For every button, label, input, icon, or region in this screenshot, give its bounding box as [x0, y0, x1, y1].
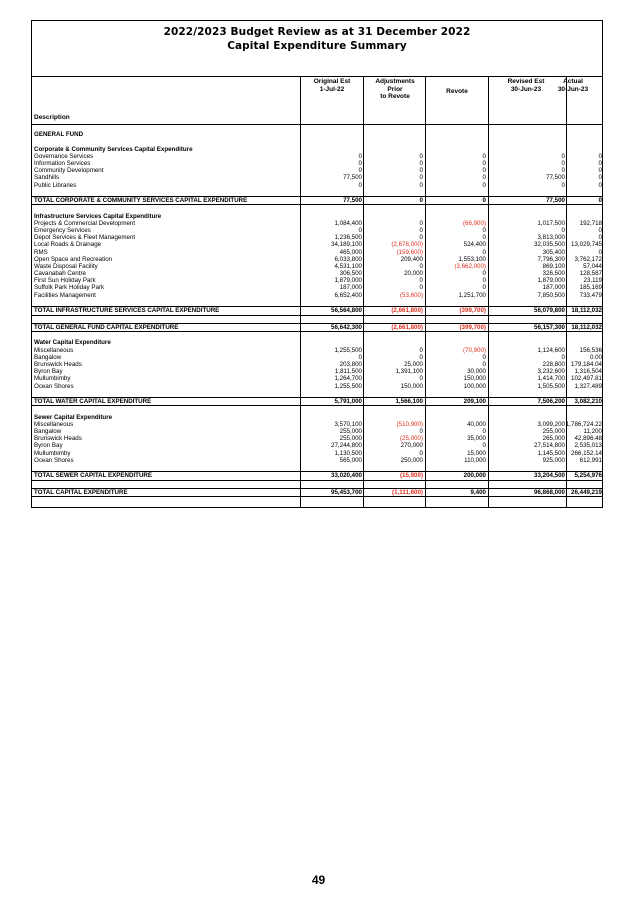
cell-value: 56,157,300	[534, 323, 565, 331]
cell-value: 0	[482, 226, 486, 234]
cell-value: 102,497.81	[571, 375, 602, 383]
row-description: TOTAL CORPORATE & COMMUNITY SERVICES CAPITAL EXPENDITURE	[34, 196, 248, 204]
spacer-row	[32, 299, 602, 306]
cell-value: 0	[482, 174, 486, 182]
cell-value: 0	[419, 284, 423, 292]
table-row	[32, 182, 602, 189]
cell-value: 5,791,000	[334, 397, 362, 405]
cell-value: 0	[598, 248, 602, 256]
cell-value: 1,017,500	[537, 219, 565, 227]
cell-value: 9,400	[470, 488, 486, 496]
table-row	[32, 277, 602, 284]
cell-value: 1,391,100	[395, 368, 423, 376]
cell-value: 128,587	[579, 270, 602, 278]
cell-value: 100,000	[463, 382, 486, 390]
cell-value: 305,400	[542, 248, 565, 256]
header-actual: Actual 30-Jun-23	[557, 78, 589, 93]
cell-value: 0	[419, 427, 423, 435]
cell-value: 0	[419, 219, 423, 227]
table-row	[32, 354, 602, 361]
row-description: Byron Bay	[34, 442, 63, 450]
table-body	[32, 124, 602, 497]
cell-value: 1,879,000	[537, 277, 565, 285]
cell-value: (25,000)	[399, 435, 423, 443]
row-description: Emergency Services	[34, 226, 91, 234]
cell-value: 77,500	[546, 174, 565, 182]
cell-value: 3,762,172	[574, 255, 602, 263]
cell-value: (66,900)	[462, 219, 486, 227]
cell-value: 56,079,800	[534, 307, 565, 314]
cell-value: 42,896.48	[574, 435, 602, 443]
cell-value: 2,535,013	[574, 442, 602, 450]
cell-value: 0	[598, 196, 602, 204]
row-description: Corporate & Community Services Capital Expenditure	[34, 145, 193, 153]
header-original-est: Original Est 1-Jul-22	[313, 78, 351, 93]
cell-value: (510,900)	[396, 420, 423, 428]
cell-value: 0	[482, 152, 486, 160]
cell-value: 20,000	[404, 270, 423, 278]
cell-value: 1,327,489	[574, 382, 602, 390]
table-row	[32, 284, 602, 291]
cell-value: 0	[358, 181, 362, 189]
cell-value: 250,000	[400, 456, 423, 464]
cell-value: 23,119	[583, 277, 602, 285]
spacer-row	[32, 138, 602, 145]
table-row	[32, 361, 602, 368]
cell-value: 0	[598, 181, 602, 189]
cell-value: 0	[482, 181, 486, 189]
cell-value: 1,236,500	[334, 234, 362, 242]
row-description: GENERAL FUND	[34, 131, 84, 139]
section-heading-row	[32, 339, 602, 346]
cell-value: 0	[598, 152, 602, 160]
table-row	[32, 442, 602, 449]
row-description: Miscellaneous	[34, 420, 74, 428]
row-description: Governance Services	[34, 152, 94, 160]
cell-value: 0	[419, 375, 423, 383]
cell-value: 25,000	[404, 360, 423, 368]
cell-value: 6,033,800	[334, 255, 362, 263]
section-heading-row	[32, 146, 602, 153]
cell-value: 18,112,032	[571, 323, 602, 331]
cell-value: 869,100	[542, 262, 565, 270]
row-description: TOTAL INFRASTRUCTURE SERVICES CAPITAL EXPENDITURE	[34, 307, 220, 314]
row-description: Miscellaneous	[34, 346, 74, 354]
cell-value: 0	[561, 353, 565, 361]
cell-value: 15,000	[467, 449, 486, 457]
cell-value: 0	[419, 277, 423, 285]
table-row	[32, 270, 602, 277]
cell-value: 26,449,219	[571, 488, 602, 496]
page-subtitle: Capital Expenditure Summary	[227, 40, 407, 52]
cell-value: (2,678,000)	[391, 241, 423, 249]
cell-value: 0	[482, 248, 486, 256]
cell-value: 110,000	[464, 456, 486, 464]
cell-value: 0	[419, 262, 423, 270]
cell-value: 1,255,500	[334, 346, 362, 354]
row-description: Cavanabah Centre	[34, 270, 86, 278]
cell-value: (15,900)	[399, 472, 423, 480]
cell-value: (3,662,000)	[454, 262, 486, 270]
total-row	[32, 397, 602, 407]
cell-value: 96,868,000	[534, 488, 565, 496]
cell-value: 150,000	[463, 375, 486, 383]
cell-value: 40,000	[467, 420, 486, 428]
cell-value: 1,879,000	[334, 277, 362, 285]
table-row	[32, 160, 602, 167]
cell-value: 209,100	[463, 397, 486, 405]
row-description: Waste Disposal Facility	[34, 262, 98, 270]
cell-value: 1,255,500	[334, 382, 362, 390]
cell-value: 0	[419, 196, 423, 204]
row-description: Brunswick Heads	[34, 360, 82, 368]
cell-value: 0	[482, 159, 486, 167]
header-rule	[32, 76, 602, 77]
table-row	[32, 347, 602, 354]
cell-value: 5,254,976	[574, 472, 602, 480]
table-row	[32, 241, 602, 248]
cell-value: 27,244,800	[331, 442, 362, 450]
title-block	[32, 25, 602, 53]
row-description: Community Development	[34, 167, 104, 175]
cell-value: 266,152.14	[571, 449, 602, 457]
cell-value: 0	[358, 159, 362, 167]
cell-value: 35,000	[467, 435, 486, 443]
cell-value: 0	[419, 346, 423, 354]
row-description: Water Capital Expenditure	[34, 339, 111, 347]
cell-value: 203,800	[339, 360, 362, 368]
cell-value: 270,000	[400, 442, 423, 450]
row-description: Local Roads & Drainage	[34, 241, 102, 249]
cell-value: 0	[358, 353, 362, 361]
cell-value: 56,642,300	[331, 323, 362, 331]
cell-value: 255,000	[339, 435, 362, 443]
spacer-row	[32, 464, 602, 471]
cell-value: 32,035,500	[534, 241, 565, 249]
spacer-row	[32, 332, 602, 339]
table-row	[32, 263, 602, 270]
cell-value: 733,479	[579, 291, 602, 299]
cell-value: 465,000	[339, 248, 362, 256]
cell-value: 6,652,400	[334, 291, 362, 299]
cell-value: 13,029,745	[571, 241, 602, 249]
spacer-row	[32, 189, 602, 196]
spacer-row	[32, 390, 602, 397]
cell-value: 1,566,100	[395, 397, 423, 405]
cell-value: 925,000	[542, 456, 565, 464]
section-heading-row	[32, 213, 602, 220]
table-row	[32, 153, 602, 160]
cell-value: 1,145,500	[537, 449, 565, 457]
cell-value: 0	[561, 152, 565, 160]
cell-value: 0	[419, 181, 423, 189]
cell-value: 265,000	[542, 435, 565, 443]
cell-value: 0	[419, 226, 423, 234]
cell-value: 3,570,100	[334, 420, 362, 428]
cell-value: 1,505,500	[537, 382, 565, 390]
cell-value: 306,500	[339, 270, 362, 278]
header-description: Description	[34, 114, 70, 121]
row-description: RMS	[34, 248, 48, 256]
row-description: Bangalow	[34, 427, 62, 435]
table-row	[32, 220, 602, 227]
cell-value: 4,531,100	[334, 262, 362, 270]
cell-value: 1,811,500	[334, 368, 362, 376]
cell-value: 33,204,500	[534, 472, 565, 480]
cell-value: (399,700)	[459, 323, 486, 331]
cell-value: (2,661,800)	[391, 307, 423, 314]
cell-value: 30,000	[467, 368, 486, 376]
section-heading-row	[32, 414, 602, 421]
row-description: Suffolk Park Holiday Park	[34, 284, 105, 292]
table-row	[32, 383, 602, 390]
table-row	[32, 428, 602, 435]
total-row	[32, 471, 602, 481]
cell-value: (70,900)	[462, 346, 486, 354]
cell-value: 0	[482, 353, 486, 361]
cell-value: 255,000	[339, 427, 362, 435]
cell-value: (159,600)	[396, 248, 423, 256]
cell-value: 185,169	[579, 284, 602, 292]
row-description: Bangalow	[34, 353, 62, 361]
cell-value: 7,796,300	[537, 255, 565, 263]
cell-value: 1,316,504	[574, 368, 602, 376]
cell-value: 565,000	[339, 456, 362, 464]
row-description: Facilities Management	[34, 291, 96, 299]
page-title: 2022/2023 Budget Review as at 31 December 2022	[163, 26, 471, 38]
row-description: Sandhills	[34, 174, 60, 182]
cell-value: 1,130,500	[334, 449, 362, 457]
table-row	[32, 457, 602, 464]
cell-value: 0	[561, 226, 565, 234]
cell-value: 0	[419, 152, 423, 160]
table-row	[32, 421, 602, 428]
cell-value: (399,700)	[459, 307, 486, 314]
cell-value: 0	[482, 196, 486, 204]
cell-value: 0	[598, 234, 602, 242]
cell-value: 0	[598, 226, 602, 234]
row-description: TOTAL WATER CAPITAL EXPENDITURE	[34, 397, 152, 405]
cell-value: 192,718	[579, 219, 602, 227]
cell-value: 77,500	[343, 196, 362, 204]
table-row	[32, 450, 602, 457]
cell-value: 209,400	[400, 255, 423, 263]
spacer-row	[32, 481, 602, 488]
row-description: Open Space and Recreation	[34, 255, 113, 263]
cell-value: 156,536	[579, 346, 602, 354]
cell-value: 1,414,700	[537, 375, 565, 383]
row-description: First Sun Holiday Park	[34, 277, 96, 285]
cell-value: 326,500	[542, 270, 565, 278]
total-row	[32, 306, 602, 316]
cell-value: 3,082,210	[574, 397, 602, 405]
budget-sheet	[31, 20, 603, 508]
cell-value: 0	[419, 449, 423, 457]
cell-value: 187,000	[542, 284, 565, 292]
cell-value: 187,000	[339, 284, 362, 292]
cell-value: 255,000	[542, 427, 565, 435]
cell-value: 0	[561, 167, 565, 175]
cell-value: 179,184.04	[571, 360, 602, 368]
cell-value: 0	[482, 360, 486, 368]
cell-value: 150,000	[400, 382, 423, 390]
cell-value: 0	[419, 174, 423, 182]
total-row	[32, 488, 602, 498]
cell-value: 0	[358, 226, 362, 234]
section-heading-row	[32, 131, 602, 138]
cell-value: 1,264,700	[334, 375, 362, 383]
cell-value: 95,453,700	[331, 488, 362, 496]
header-adjustments: Adjustments Prior to Revote	[375, 78, 415, 100]
cell-value: 0	[419, 353, 423, 361]
table-row	[32, 227, 602, 234]
table-row	[32, 375, 602, 382]
cell-value: 1,786,724.22	[565, 420, 602, 428]
row-description: Infrastructure Services Capital Expenditure	[34, 212, 162, 220]
cell-value: 7,850,500	[537, 291, 565, 299]
table-row	[32, 292, 602, 299]
cell-value: 11,200	[583, 427, 602, 435]
total-row	[32, 323, 602, 333]
cell-value: 3,232,600	[537, 368, 565, 376]
row-description: Information Services	[34, 159, 91, 167]
cell-value: 0	[561, 159, 565, 167]
row-description: Brunswick Heads	[34, 435, 82, 443]
cell-value: 228,800	[542, 360, 565, 368]
cell-value: 0	[358, 152, 362, 160]
row-description: Mullumbimby	[34, 449, 71, 457]
row-description: TOTAL SEWER CAPITAL EXPENDITURE	[34, 472, 153, 480]
header-revised-est: Revised Est 30-Jun-23	[507, 78, 545, 93]
cell-value: 1,251,700	[458, 291, 486, 299]
spacer-row	[32, 205, 602, 212]
total-row	[32, 196, 602, 206]
cell-value: 34,189,100	[331, 241, 362, 249]
cell-value: (2,661,800)	[391, 323, 423, 331]
row-description: Byron Bay	[34, 368, 63, 376]
cell-value: 0	[482, 167, 486, 175]
cell-value: 0	[482, 277, 486, 285]
cell-value: (53,600)	[399, 291, 423, 299]
cell-value: 0	[482, 427, 486, 435]
cell-value: 0	[598, 167, 602, 175]
cell-value: 200,000	[463, 472, 486, 480]
cell-value: 18,112,032	[571, 307, 602, 314]
header-revote: Revote	[446, 88, 468, 95]
cell-value: 3,099,200	[537, 420, 565, 428]
row-description: Public Libraries	[34, 181, 77, 189]
cell-value: 56,564,800	[331, 307, 362, 314]
cell-value: 57,044	[583, 262, 602, 270]
cell-value: 77,500	[546, 196, 565, 204]
cell-value: 524,400	[463, 241, 486, 249]
table-row	[32, 256, 602, 263]
cell-value: 0	[598, 159, 602, 167]
spacer-row	[32, 316, 602, 323]
row-description: Mullumbimby	[34, 375, 71, 383]
row-description: Depot Services & Fleet Management	[34, 234, 136, 242]
table-row	[32, 249, 602, 256]
cell-value: 77,500	[343, 174, 362, 182]
cell-value: 0	[419, 159, 423, 167]
column-headers	[32, 78, 602, 124]
cell-value: 33,020,400	[331, 472, 362, 480]
row-description: Sewer Capital Expenditure	[34, 413, 113, 421]
cell-value: (1,111,600)	[392, 488, 423, 496]
row-description: TOTAL GENERAL FUND CAPITAL EXPENDITURE	[34, 323, 179, 331]
page-number: 49	[311, 873, 326, 887]
cell-value: 3,813,000	[537, 234, 565, 242]
row-description: TOTAL CAPITAL EXPENDITURE	[34, 488, 128, 496]
cell-value: 0	[419, 234, 423, 242]
table-row	[32, 435, 602, 442]
cell-value: 1,124,600	[537, 346, 565, 354]
cell-value: 0	[598, 174, 602, 182]
cell-value: 1,553,100	[458, 255, 486, 263]
row-description: Ocean Shores	[34, 382, 74, 390]
cell-value: 1,084,400	[334, 219, 362, 227]
row-description: Ocean Shores	[34, 456, 74, 464]
spacer-row	[32, 406, 602, 413]
table-row	[32, 174, 602, 181]
table-row	[32, 167, 602, 174]
cell-value: 0	[482, 442, 486, 450]
cell-value: 0	[482, 234, 486, 242]
cell-value: 0	[561, 181, 565, 189]
cell-value: 612,991	[579, 456, 602, 464]
cell-value: 0	[482, 270, 486, 278]
cell-value: 0.00	[589, 353, 602, 361]
table-row	[32, 368, 602, 375]
cell-value: 0	[358, 167, 362, 175]
table-row	[32, 234, 602, 241]
cell-value: 27,514,800	[534, 442, 565, 450]
row-description: Projects & Commercial Development	[34, 219, 136, 227]
cell-value: 0	[482, 284, 486, 292]
spacer-row	[32, 124, 602, 131]
cell-value: 0	[419, 167, 423, 175]
cell-value: 7,506,200	[537, 397, 565, 405]
